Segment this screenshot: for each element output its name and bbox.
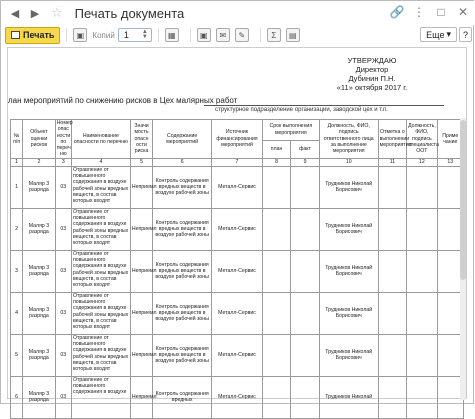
table-cell: Отравление от повышенного содержания в воздухе рабочей зоны вредных веществ, в состав которых входят [71, 250, 130, 292]
forward-icon[interactable]: ▶ [30, 7, 40, 20]
table-cell [378, 166, 406, 208]
table-cell: Металл-Сервис [212, 292, 263, 334]
table-cell: Неприемл [130, 334, 152, 376]
table-cell [407, 250, 437, 292]
table-row[interactable] [11, 250, 464, 292]
toolbar-separator [158, 28, 159, 42]
table-cell: Трудников Николай Борисович [319, 334, 378, 376]
table-cell [378, 292, 406, 334]
table-cell: Неприемл [130, 250, 152, 292]
table-cell: Металл-Сервис [212, 376, 263, 418]
back-icon[interactable]: ◀ [10, 7, 20, 20]
table-cell [407, 166, 437, 208]
table-cell [407, 208, 437, 250]
copies-label: Копий [92, 30, 115, 40]
table-cell: Отравление от повышенного содержания в воздухе рабочей зоны вредных веществ, в состав которых входят [71, 292, 130, 334]
column-number: 2 [23, 158, 56, 166]
favorite-star-icon[interactable]: ☆ [51, 5, 63, 20]
table-cell: 1 [11, 166, 23, 208]
table-cell: 03 [55, 376, 71, 418]
help-button[interactable]: ? [459, 27, 472, 42]
col-header: план [262, 140, 290, 158]
col-header: Срок выполнения мероприятия [262, 120, 319, 141]
copies-spinner-icon[interactable]: ▲ ▼ [141, 29, 148, 40]
toolbar [1, 25, 475, 45]
table-cell: Маляр 3 разряда [23, 334, 56, 376]
table-cell [262, 208, 290, 250]
column-number: 3 [55, 158, 71, 166]
table-cell: Контроль содержания вредных веществ в воздухе рабочей зоны [153, 292, 212, 334]
table-cell: Металл-Сервис [212, 250, 263, 292]
table-cell: Отравление от повышенного содержания в воздухе рабочей зоны вредных веществ, в состав которых входят [71, 208, 130, 250]
table-cell: 03 [55, 292, 71, 334]
title-bar [1, 1, 475, 25]
col-header: Должность, ФИО, подпись ответственного лица за выполнение мероприятия [319, 120, 378, 159]
email-icon[interactable]: ✉ [216, 28, 230, 42]
table-row[interactable] [11, 376, 464, 418]
toolbar-separator [66, 28, 67, 42]
table-cell: Отравление от повышенного содержания в воздухе рабочей зоны вредных веществ, в состав которых входят [71, 334, 130, 376]
column-number: 10 [319, 158, 378, 166]
table-cell: Отравление от повышенного содержания в воздухе рабочей зоны вредных веществ, в состав которых входят [71, 166, 130, 208]
scrollbar-thumb[interactable] [460, 120, 466, 280]
table-cell [378, 376, 406, 418]
table-cell [262, 250, 290, 292]
column-number: 7 [212, 158, 263, 166]
plan-title-underline [204, 105, 444, 106]
table-cell: Маляр 3 разряда [23, 208, 56, 250]
approval-line: Дубинин П.Н. [348, 74, 396, 83]
print-button[interactable] [5, 27, 60, 44]
table-cell: Трудников Николай Борисович [319, 166, 378, 208]
table-cell: Контроль содержания вредных веществ в воздухе рабочей зоны [153, 250, 212, 292]
approval-block [308, 56, 436, 92]
col-header: Объект оценки рисков [23, 120, 56, 159]
table-cell: 2 [11, 208, 23, 250]
table-row[interactable] [11, 166, 464, 208]
column-number: 12 [407, 158, 437, 166]
calculator-icon[interactable]: ▤ [286, 28, 300, 42]
link-icon[interactable]: 🔗 [389, 5, 405, 19]
table-cell: 3 [11, 250, 23, 292]
table-cell [291, 208, 319, 250]
col-header: Номер опас ности по переч ню [56, 120, 73, 158]
table-cell: Металл-Сервис [212, 334, 263, 376]
more-button[interactable] [420, 27, 457, 42]
close-icon[interactable]: ✕ [457, 5, 469, 19]
column-number: 13 [437, 158, 463, 166]
table-cell [291, 292, 319, 334]
chevron-down-icon: ▾ [446, 29, 451, 39]
column-number: 4 [71, 158, 130, 166]
column-number: 1 [11, 158, 23, 166]
table-cell: Неприемл [130, 376, 152, 418]
table-cell [378, 208, 406, 250]
column-number: 11 [378, 158, 406, 166]
table-cell [291, 376, 319, 418]
table-cell: Неприемл [130, 166, 152, 208]
printer-icon [11, 31, 20, 39]
table-cell: 03 [55, 250, 71, 292]
table-cell [291, 166, 319, 208]
table-cell: Отравление от повышенного содержания в воздухе [71, 376, 130, 418]
approval-line: УТВЕРЖДАЮ [347, 56, 397, 65]
preview-icon[interactable]: ▣ [73, 28, 87, 42]
save-icon[interactable]: ▣ [197, 28, 211, 42]
table-cell [291, 334, 319, 376]
menu-dots-icon[interactable]: ⋮ [413, 5, 425, 19]
risk-plan-table [10, 119, 464, 419]
table-cell [378, 334, 406, 376]
col-header: Наименование опасности по перечню [71, 120, 130, 159]
table-cell: Маляр 3 разряда [23, 166, 56, 208]
table-cell [262, 376, 290, 418]
table-row[interactable] [11, 208, 464, 250]
table-cell: Маляр 3 разряда [23, 292, 56, 334]
col-header: № п/п [11, 120, 23, 159]
maximize-icon[interactable]: □ [437, 5, 445, 19]
col-header: Приме чание [437, 120, 463, 159]
table-cell [378, 250, 406, 292]
table-cell: Металл-Сервис [212, 166, 263, 208]
copies-value: 1 [123, 30, 129, 40]
sum-icon[interactable]: Σ [267, 28, 281, 42]
table-cell: Контроль содержания вредных веществ в воздухе рабочей зоны [153, 334, 212, 376]
col-header: Содержание мероприятий [153, 120, 212, 159]
table-cell: 03 [55, 166, 71, 208]
table-cell: Маляр 3 разряда [23, 250, 56, 292]
table-row[interactable] [11, 292, 464, 334]
table-cell: 03 [55, 334, 71, 376]
col-header: Отметка о выполнении мероприятия [378, 120, 406, 159]
table-cell: Трудников Николай Борисович [319, 250, 378, 292]
table-cell: 6 [11, 376, 23, 418]
table-row[interactable] [11, 334, 464, 376]
table-cell [262, 166, 290, 208]
print-button-label: Печать [23, 30, 55, 40]
toolbar-separator [260, 28, 261, 42]
table-cell [407, 292, 437, 334]
col-header: Источник финансирования мероприятий [212, 120, 263, 159]
copies-input[interactable] [118, 28, 152, 42]
table-cell: Трудников Николай [319, 376, 378, 418]
table-cell [262, 292, 290, 334]
table-cell [407, 376, 437, 418]
table-cell: Маляр 3 разряда [23, 376, 56, 418]
table-cell: Неприемл [130, 292, 152, 334]
table-cell: Контроль содержания вредных [153, 376, 212, 418]
table-cell: Трудников Николай Борисович [319, 208, 378, 250]
col-header: факт [291, 140, 319, 158]
document-preview[interactable] [7, 47, 467, 404]
table-cell: 5 [11, 334, 23, 376]
more-button-label: Еще [426, 29, 445, 40]
column-number: 8 [262, 158, 290, 166]
plan-title: лан мероприятий по снижению рисков в Цех малярных работ [8, 96, 238, 105]
plan-subtitle: структурное подразделение организации, заводской цех и т.п. [215, 107, 388, 113]
approval-line: Директор [355, 65, 389, 74]
table-cell [291, 250, 319, 292]
table-cell: Трудников Николай Борисович [319, 292, 378, 334]
toolbar-separator [190, 28, 191, 42]
table-cell: Неприемл [130, 208, 152, 250]
approval-line: «11» октября 2017 г. [336, 83, 408, 92]
window-title: Печать документа [74, 5, 185, 21]
page-setup-icon[interactable]: ▦ [165, 28, 179, 42]
table-cell: 4 [11, 292, 23, 334]
table-cell: Контроль содержания вредных веществ в воздухе рабочей зоны [153, 208, 212, 250]
table-cell [262, 334, 290, 376]
column-number: 5 [130, 158, 152, 166]
col-header: Должность, ФИО, подпись специалиста ООТ [407, 120, 437, 159]
column-number: 9 [291, 158, 319, 166]
column-number: 6 [153, 158, 212, 166]
table-cell: Металл-Сервис [212, 208, 263, 250]
col-header: Значи мость опасн ости риска [130, 120, 152, 159]
table-cell [407, 334, 437, 376]
table-cell: 03 [55, 208, 71, 250]
table-cell: Контроль содержания вредных веществ в воздухе рабочей зоны [153, 166, 212, 208]
edit-icon[interactable]: ✎ [235, 28, 249, 42]
